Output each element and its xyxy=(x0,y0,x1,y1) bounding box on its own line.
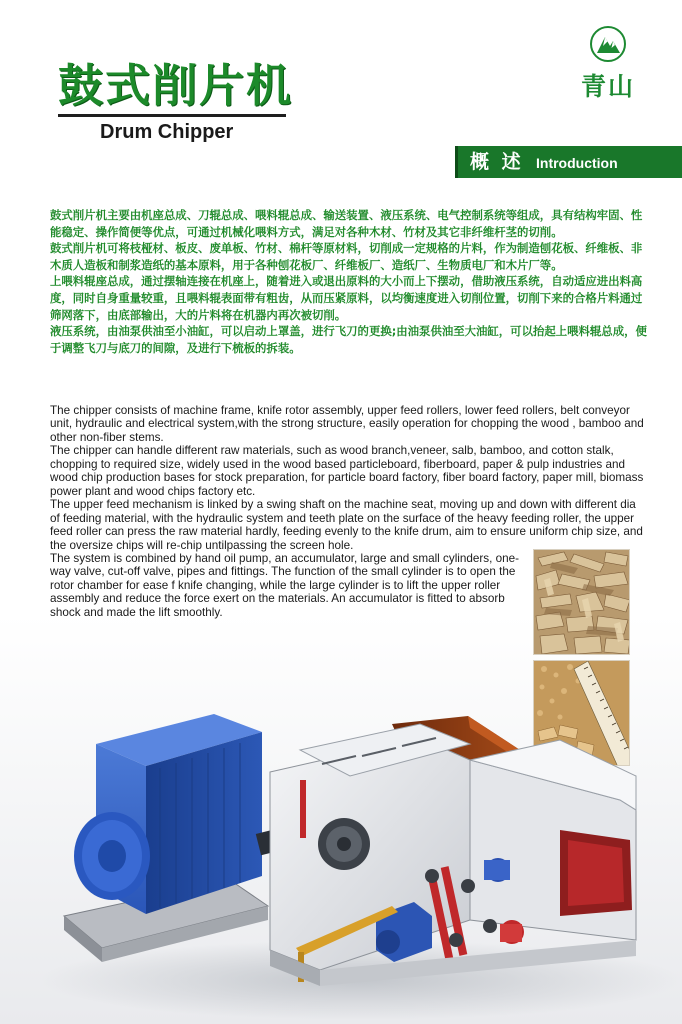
wood-chips-photo xyxy=(533,549,630,655)
intro-en-paragraph: The chipper consists of machine frame, knife rotor assembly, upper feed rollers, lower feed rollers, belt conveyor unit, hydraulic and electrical system,with the strong structure, easily operation for chopping the wood , bamboo and other non-fiber stems. xyxy=(50,404,644,444)
intro-en-paragraph: The upper feed mechanism is linked by a swing shaft on the machine seat, moving up and down with different dia of feeding material, with the hydraulic system and teeth plate on the surface of the heavy feeding roller, the upper feed roller can press the raw material hardly, feeding evenly to the knife drum, aim to ensure uniform chip size, and the oversize chips will re-chip untilpassing the screen hole. xyxy=(50,498,643,552)
intro-cn-paragraph: 上喂料辊座总成，通过摆轴连接在机座上，随着进入或退出原料的大小而上下摆动，借助液压系统，自动适应进出料高度，同时自身重量较重，且喂料辊表面带有粗齿，从而压紧原料，以均衡速度进入切削位置，切削下来的合格片料通过筛网落下，由底部输出，大的片料将在机器内再次被切削。 xyxy=(50,274,643,322)
title-english: Drum Chipper xyxy=(100,121,234,143)
intro-cn-paragraph: 液压系统，由油泵供油至小油缸，可以启动上罩盖，进行飞刀的更换;由油泵供油至大油缸，可以抬起上喂料辊总成，便于调整飞刀与底刀的间隙，及进行下梳板的拆装。 xyxy=(50,324,647,355)
intro-en-paragraph: The system is combined by hand oil pump, an accumulator, large and small cylinders, one-way valve, cut-off valve, pipes and fittings. The function of the small cylinder is to open the rotor chamber for ease f knife changing, while the large cylinder is to lift the upper roller assembly and reduce the force exert on the materials. An accumulator is fitted to absorb shock and made the lift smoothly. xyxy=(50,551,520,619)
intro-chinese xyxy=(50,207,650,356)
drum-chipper-render xyxy=(0,680,682,1024)
logo-text: 青山 xyxy=(580,72,635,101)
title-underline xyxy=(58,114,286,117)
intro-en-paragraph: The chipper can handle different raw materials, such as wood branch,veneer, salb, bamboo, and cotton stalk, chopping to required size, widely used in the wood based particleboard, fiberboard, paper & pulp industries and wood chip production bases for stock preparation, for particle board factory, fiber board factory, paper mill, biomass power plant and wood chips factory etc. xyxy=(50,444,644,498)
intro-cn-paragraph: 鼓式削片机可将枝桠材、板皮、废单板、竹材、棉杆等原材料，切削成一定规格的片料，作为制造刨花板、纤维板、非木质人造板和制浆造纸的基本原料，用于各种刨花板厂、纤维板厂、造纸厂、生物质电厂和木片厂等。 xyxy=(50,241,643,272)
company-logo xyxy=(570,26,646,108)
title-chinese: 鼓式削片机 xyxy=(58,59,294,112)
intro-cn-paragraph: 鼓式削片机主要由机座总成、刀辊总成、喂料辊总成、输送装置、液压系统、电气控制系统等组成，具有结构牢固、性能稳定、操作简便等优点，可通过机械化喂料方式，满足对各种木材、竹材及其它非纤维杆茎的切削。 xyxy=(50,208,643,239)
mountain-logo-icon xyxy=(590,26,626,62)
section-title-english: Introduction xyxy=(536,155,618,171)
section-title-chinese: 概 述 xyxy=(470,151,524,173)
section-header-bar xyxy=(452,146,682,178)
